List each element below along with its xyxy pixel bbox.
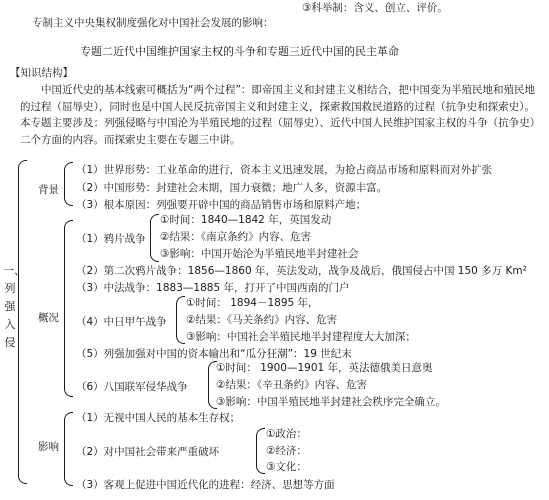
opium-war-label: （1）鸦片战争 (76, 233, 146, 245)
background-item-1: （1）世界形势：工业革命的进行，资本主义迅速发展，为抢占商品市场和原料而对外扩张 (76, 164, 493, 176)
background-item-2: （2）中国形势：封建社会末期，国力衰微；地广人多，资源丰富。 (76, 182, 388, 194)
background-brace (64, 162, 73, 206)
impact-item-1: （1）无视中国人民的基本生存权； (76, 412, 241, 424)
section-label: 【知识结构】 (10, 67, 73, 79)
eight-nation-detail-1: ①时间： 1900—1901 年，英法德俄美日意奥 (216, 362, 433, 374)
impact-item-2-brace (256, 428, 265, 474)
topic-title: 专题二近代中国维护国家主权的斗争和专题三近代中国的民主革命 (80, 45, 399, 58)
eight-nation-detail-2: ②结果：《辛丑条约》内容、危害 (216, 379, 368, 391)
impact-detail-culture: ③文化： (266, 461, 307, 473)
overview-brace (64, 220, 73, 397)
impact-item-2-label: （2）对中国社会带来严重破坏 (76, 446, 220, 458)
second-opium-war: （2）第二次鸦片战争：1856—1860 年，英法发动，战争及战后，俄国侵占中国 150 多万 Km² (76, 265, 527, 277)
background-label: 背景 (38, 184, 59, 196)
sino-japanese-detail-2: ②结果：《马关条约》内容、危害 (186, 314, 338, 326)
background-item-3: （3）根本原因：列强要开辟中国的商品销售市场和原料产地； (76, 199, 367, 211)
impact-detail-economy: ②经济： (266, 445, 307, 457)
impact-brace (64, 412, 73, 486)
opium-war-detail-1: ①时间：1840—1842 年，英国发动 (160, 214, 332, 226)
opium-war-detail-2: ②结果：《南京条约》内容、危害 (160, 231, 312, 243)
impact-item-3: （3）客观上促进中国近代化的进程：经济、思想等方面 (76, 479, 335, 491)
sino-japanese-detail-1: ①时间： 1894－1895 年， (186, 297, 319, 309)
eight-nation-label: （6）八国联军侵华战争 (76, 381, 188, 393)
capital-export: （5）列强加强对中国的资本输出和“瓜分狂潮”：19 世纪末 (76, 348, 352, 360)
eight-nation-detail-3: ③影响：中国半殖民地半封建社会秩序完全确立。 (216, 396, 446, 408)
sino-japanese-detail-3: ③影响：中国社会半殖民地半封建程度大大加深； (186, 331, 416, 343)
main-label: 一、列强入侵 (3, 264, 25, 349)
top-heading: 专制主义中央集权制度强化对中国社会发展的影响： (32, 17, 274, 29)
top-note: ③科举制：含义、创立、评价。 (302, 2, 448, 14)
opium-war-detail-3: ③影响：中国开始沦为半殖民地半封建社会 (160, 248, 359, 260)
sino-japanese-brace (176, 296, 185, 344)
impact-detail-politics: ①政治： (266, 428, 307, 440)
intro-paragraph: 中国近代史的基本线索可概括为“两个过程”：即帝国主义和封建主义相结合，把中国变为半殖民地和殖民地的过程（屈辱史），同时也是中国人民反抗帝国主义和封建主义，探索救国救民道路的过程（抗争史和探索史）。本专题主要涉及：列强侵略与中国沦为半殖民地的过程（屈辱史）、近代中国人民维护国家主权的斗争（抗争史）二个方面的内容。而探索史主要在专题三中讲。 (20, 84, 535, 146)
sino-japanese-war-label: （4）中日甲午战争 (76, 316, 167, 328)
sino-french-war: （3）中法战争：1883—1885 年，打开了中国西南的门户 (76, 282, 350, 294)
overview-label: 概况 (38, 312, 59, 324)
main-brace (18, 160, 27, 484)
opium-war-brace (150, 214, 159, 262)
impact-label: 影响 (38, 441, 59, 453)
